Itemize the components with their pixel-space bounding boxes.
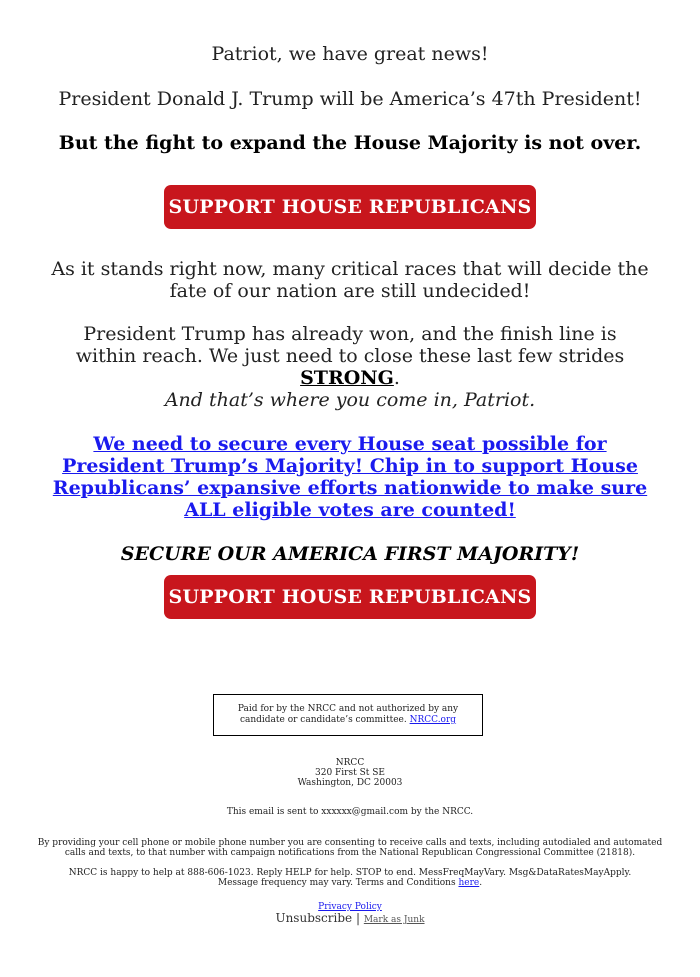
privacy-policy-link[interactable]: Privacy Policy <box>318 902 382 912</box>
announcement-line: President Donald J. Trump will be America’s 47th President! <box>58 88 642 110</box>
sent-to-notice: This email is sent to xxxxxx@gmail.com by the NRCC. <box>226 807 474 817</box>
para-finish-line <box>60 323 640 389</box>
headline-bold: But the fight to expand the House Majority is not over. <box>58 132 642 154</box>
support-button-top[interactable]: SUPPORT HOUSE REPUBLICANS <box>164 185 536 229</box>
org-name: NRCC <box>335 758 365 768</box>
strong-link[interactable]: STRONG <box>300 367 394 389</box>
slogan: SECURE OUR AMERICA FIRST MAJORITY! <box>120 543 580 565</box>
para-finish-line-period: . <box>393 367 400 389</box>
consent-notice: By providing your cell phone or mobile phone number you are consenting to receive calls and texts, including autodialed and automated calls and texts, to that number with campaign notifications from the National Republican Congressional Committee (21818). <box>37 838 663 858</box>
paid-for-text <box>220 704 476 726</box>
para-patriot-italic: And that’s where you come in, Patriot. <box>164 389 536 411</box>
terms-link[interactable]: here <box>458 878 480 888</box>
greeting-line: Patriot, we have great news! <box>211 43 489 65</box>
nrcc-org-link[interactable]: NRCC.org <box>409 715 457 725</box>
address-line-1: 320 First St SE <box>315 768 385 778</box>
appeal-paragraph <box>45 433 655 521</box>
help-notice <box>50 868 650 888</box>
unsubscribe-link[interactable]: Unsubscribe <box>275 911 353 925</box>
help-suffix: . <box>479 878 483 888</box>
address-line-2: Washington, DC 20003 <box>297 778 403 788</box>
support-button-bottom[interactable]: SUPPORT HOUSE REPUBLICANS <box>164 575 536 619</box>
separator: | <box>355 911 360 925</box>
para-finish-line-text: President Trump has already won, and the finish line is within reach. We just need to close these last few strides <box>75 323 625 367</box>
appeal-link[interactable]: We need to secure every House seat possible for President Trump’s Majority! Chip in to support House Republicans’ expansive efforts nationwide to make sure ALL eligible votes are counted! <box>52 433 648 521</box>
help-text: NRCC is happy to help at 888-606-1023. Reply HELP for help. STOP to end. MessFreqMayVary. Msg&DataRatesMayApply. Message frequency may vary. Terms and Conditions <box>68 868 632 888</box>
mark-as-junk-link[interactable]: Mark as Junk <box>363 915 425 925</box>
paid-for-disclaimer <box>213 694 483 736</box>
para-races-undecided: As it stands right now, many critical races that will decide the fate of our nation are still undecided! <box>51 258 649 302</box>
unsubscribe-row <box>0 911 700 927</box>
paid-for-statement: Paid for by the NRCC and not authorized by any candidate or candidate’s committee. <box>237 704 459 725</box>
